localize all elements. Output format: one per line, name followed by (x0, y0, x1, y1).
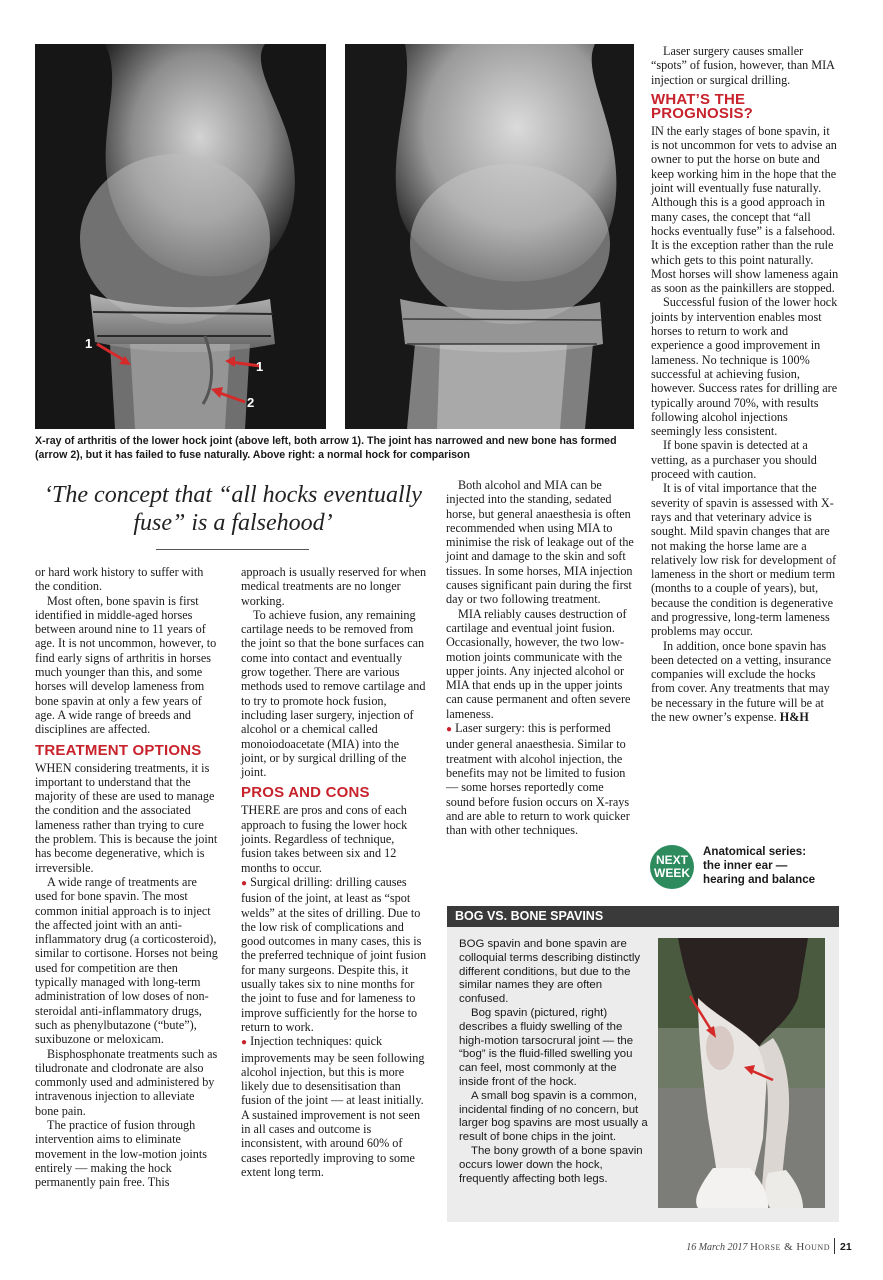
heading-prognosis-line2: PROGNOSIS? (651, 104, 754, 122)
col1-paragraph: or hard work history to suffer with the condition. (35, 565, 204, 594)
col4-paragraph: It is of vital importance that the severity of spavin is assessed with X-rays and that veterinary advice is sought. Mild spavin changes that are not making the horse lame are a relatively low risk for development of lameness in the short or medium term (months to a couple of years), but, because the condition is degenerative and progressive, long-term lameness problems may occur. (651, 481, 837, 639)
next-week-text (703, 845, 843, 887)
heading-prognosis-line1: WHAT’S THE (651, 90, 746, 108)
sidebar-paragraph: BOG spavin and bone spavin are colloquial terms describing distinctly different conditions, but due to the similar names they are often confused. (459, 938, 641, 1006)
col1-paragraph: Bisphosphonate treatments such as tiludronate and clodronate are also commonly used and administered by intravenous injection to alleviate bone pain. (35, 1046, 218, 1118)
sidebar-paragraph: A small bog spavin is a common, incidental finding of no concern, but larger bog spavins are most usually a result of bone chips in the joint. (459, 1089, 648, 1144)
article-column-1 (35, 565, 220, 1189)
pull-quote: ‘The concept that “all hocks eventually fuse” is a falsehood’ (44, 482, 422, 536)
col3-paragraph: Both alcohol and MIA can be injected into the standing, sedated horse, but general anaesthesia is often recommended when using MIA to minimise the risk of leakage out of the joint and damage to the skin and soft tissues. In some horses, MIA injection causes significant pain during the first day or two following treatment. (446, 478, 634, 607)
col4-paragraph (651, 639, 839, 725)
signoff: H&H (779, 710, 809, 725)
page-footer (640, 1241, 830, 1253)
col3-bullet-paragraph (446, 721, 634, 837)
bullet-icon: ● (241, 877, 248, 889)
article-column-3 (446, 478, 634, 837)
col2-bullet-paragraph (241, 1034, 427, 1179)
col2-bullet-text: Injection techniques: quick improvements may be seen following alcohol injection, but this is more likely due to desensitisation than fusion of the joint — at least initially. A sustained improvement is not seen in all cases and outcome is inconsistent, with around 60% of cases reportedly improving to some extent long term. (241, 1034, 425, 1179)
col1-paragraph: WHEN considering treatments, it is important to understand that the majority of these are used to manage the condition and the associated lameness rather than trying to cure the problem. This is because the joint has become degenerative, which is irreversible. (35, 760, 218, 875)
sidebar-text (459, 938, 649, 1186)
col3-bullet-text: Laser surgery: this is performed under general anaesthesia. Similar to treatment with alcohol injection, the benefits may not be limited to fusion — some horses reportedly come sound before fusion occurs on X-rays and are able to return to work quicker than with other techniques. (446, 721, 630, 838)
page-number: 21 (840, 1241, 852, 1253)
arrow-label-1-right: 1 (256, 359, 264, 374)
next-badge-line2: WEEK (654, 866, 690, 880)
sidebar-title: BOG VS. BONE SPAVINS (447, 906, 839, 927)
footer-divider (834, 1238, 835, 1254)
next-week-badge (650, 845, 694, 889)
col3-paragraph: MIA reliably causes destruction of cartilage and eventual joint fusion. Occasionally, however, the two low-motion joints communicate with the upper joints. Any injected alcohol or MIA that ends up in the upper joints can cause permanent and often severe lameness. (446, 606, 631, 721)
col2-bullet-paragraph (241, 875, 427, 1034)
bullet-icon: ● (446, 724, 453, 736)
sidebar-box (447, 906, 839, 1222)
heading-pros-and-cons: PROS AND CONS (241, 784, 370, 802)
bog-spavin-photo (658, 938, 825, 1208)
col2-paragraph: THERE are pros and cons of each approach to fusing the lower hock joints. Regardless of technique, fusion takes between six and 12 months to occur. (241, 803, 408, 875)
heading-prognosis (651, 90, 839, 122)
col2-paragraph: approach is usually reserved for when medical treatments are no longer working. (241, 565, 427, 608)
xray-arthritic-hock (35, 44, 326, 429)
figure-caption: X-ray of arthritis of the lower hock joint (above left, both arrow 1). The joint has narrowed and new bone has formed (arrow 2), but it has failed to fuse naturally. Above right: a normal hock for comparison (35, 435, 617, 461)
col1-paragraph: Most often, bone spavin is first identified in middle-aged horses between around nine to 11 years of age. It is not uncommon, however, to find early signs of arthritis in horses much younger than this, and some horses will develop lameness from bone spavin at only a few years of age. A wide range of breeds and disciplines are affected. (35, 593, 217, 737)
bullet-icon: ● (241, 1037, 248, 1049)
col1-paragraph: A wide range of treatments are used for bone spavin. The most common initial approach is to inject the affected joint with an anti-inflammatory drug (a corticosteroid), similar to cortisone. Horses not being used for competition are then typically managed with long-term administration of low doses of non-steroidal anti-inflammatory drugs, such as phenylbutazone (“bute”), suxibuzone or meloxicam. (35, 874, 218, 1047)
next-week-line1: Anatomical series: (703, 845, 807, 858)
col2-paragraph: To achieve fusion, any remaining cartilage needs to be removed from the joint so that the bone surfaces can come into contact and eventually grow together. There are various methods used to remove cartilage and to try to promote hock fusion, including laser surgery, injection of alcohol or a chemical called monoiodoacetate (MIA) into the joint, or by surgical drilling of the joint. (241, 607, 426, 780)
sidebar-paragraph: The bony growth of a bone spavin occurs lower down the hock, frequently affecting both legs. (459, 1144, 643, 1185)
col4-paragraph: Successful fusion of the lower hock joints by intervention enables most horses to return to work and experience a good improvement in lameness. No technique is 100% successful at achieving fusion, however. Success rates for drilling are typically around 70%, with results following alcohol injections seemingly less consistent. (651, 295, 838, 439)
next-badge-line1: NEXT (655, 853, 688, 867)
col2-bullet-text: Surgical drilling: drilling causes fusion of the joint, at least as “spot welds” at the sites of drilling. Due to the low risk of complications and good outcomes in many cases, this is the preferred technique of joint fusion for many surgeons. Despite this, it usually takes six to nine months for the joint to fuse and for lameness to improve sufficiently for the horse to return to work. (241, 874, 427, 1034)
next-week-line3: hearing and balance (703, 873, 816, 886)
col4-paragraph: If bone spavin is detected at a vetting, as a purchaser you should proceed with caution. (651, 438, 817, 482)
xray-normal-hock (345, 44, 634, 429)
article-column-2 (241, 565, 427, 1179)
col4-final-text: In addition, once bone spavin has been detected on a vetting, insurance companies will exclude the hocks from cover. Any treatments that may be necessary in the future will be at the new owner’s expense. (651, 638, 832, 725)
arrow-label-1-left: 1 (85, 336, 93, 351)
col1-paragraph: The practice of fusion through intervention aims to eliminate movement in the low-motion joints entirely — making the hock permanently pain free. This (35, 1117, 207, 1190)
article-column-4 (651, 44, 839, 724)
col4-paragraph: Laser surgery causes smaller “spots” of fusion, however, than MIA injection or surgical drilling. (651, 44, 835, 87)
quote-rule (156, 549, 309, 550)
col4-paragraph: IN the early stages of bone spavin, it is not uncommon for vets to advise an owner to put the horse on bute and keep working him in the hope that the joint will eventually fuse naturally. Although this is a good approach in many cases, the concept that “all hocks eventually fuse” is a falsehood. It is the exception rather than the rule which gets to this point naturally. Most horses will show lameness again as soon as the painkillers are stopped. (651, 123, 839, 296)
heading-treatment-options: TREATMENT OPTIONS (35, 741, 202, 759)
footer-publication: Horse & Hound (749, 1241, 830, 1253)
sidebar-paragraph: Bog spavin (pictured, right) describes a fluidy swelling of the high-motion tarsocrural joint — the “bog” is the fluid-filled swelling you can feel, most commonly at the inside front of the hock. (459, 1006, 634, 1088)
arrow-label-2: 2 (247, 395, 255, 410)
footer-date: 16 March 2017 (686, 1242, 748, 1253)
next-week-line2: the inner ear — (703, 859, 788, 872)
